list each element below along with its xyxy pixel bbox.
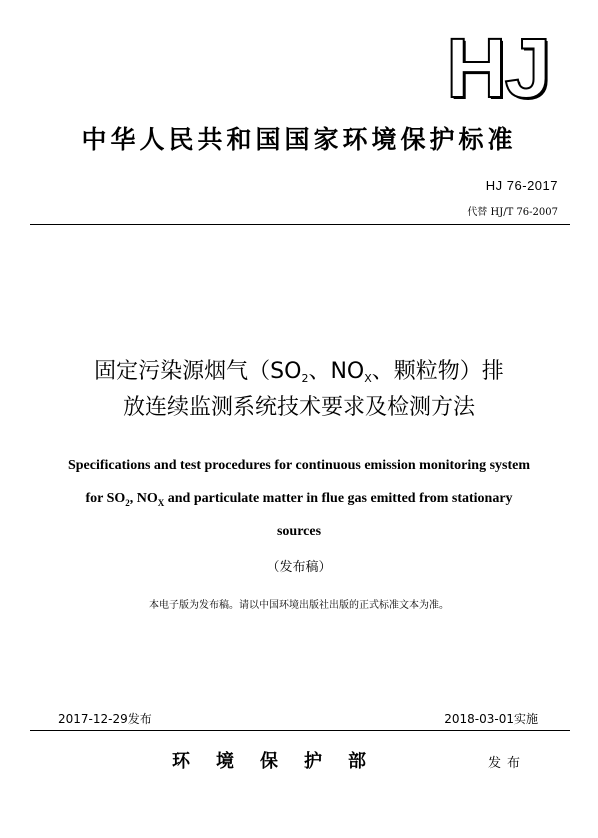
title-en-line3: sources <box>276 524 322 539</box>
issuing-authority: 环境保护部 <box>172 751 392 772</box>
title-en-line1: Specifications and test procedures for continuous emission monitoring system <box>67 458 530 473</box>
issue-date: 2017-12-29发布 <box>58 712 152 726</box>
title-cn-sub: 2 <box>301 372 309 385</box>
title-en-part: and particulate matter in flue gas emitted from stationary <box>164 491 513 506</box>
standard-code: HJ 76-2017 <box>485 178 558 193</box>
top-divider <box>30 224 570 225</box>
title-cn-sub: X <box>364 372 372 385</box>
title-cn-line1 <box>0 354 598 385</box>
title-cn-part: 固定污染源烟气（SO <box>94 359 302 384</box>
title-en-sub: X <box>157 497 165 508</box>
title-en-part: for SO <box>85 491 126 506</box>
title-cn-line2: 放连续监测系统技术要求及检测方法 <box>122 395 475 420</box>
electronic-version-notice: 本电子版为发布稿。请以中国环境出版社出版的正式标准文本为准。 <box>149 600 449 611</box>
draft-label: （发布稿） <box>266 560 332 575</box>
bottom-divider <box>30 730 570 731</box>
issue-word: 发布 <box>488 756 527 771</box>
standard-category-title: 中华人民共和国国家环境保护标准 <box>81 125 517 154</box>
implementation-date: 2018-03-01实施 <box>444 712 538 726</box>
title-en-line2 <box>0 491 598 508</box>
title-cn-part: 、NO <box>308 359 365 384</box>
hj-logo: HJ <box>446 21 550 115</box>
replaces-standard: 代替 HJ/T 76-2007 <box>467 207 558 218</box>
title-en-part: , NO <box>129 491 158 506</box>
title-en-sub: 2 <box>125 497 130 508</box>
title-cn-part: 、颗粒物）排 <box>371 359 504 384</box>
